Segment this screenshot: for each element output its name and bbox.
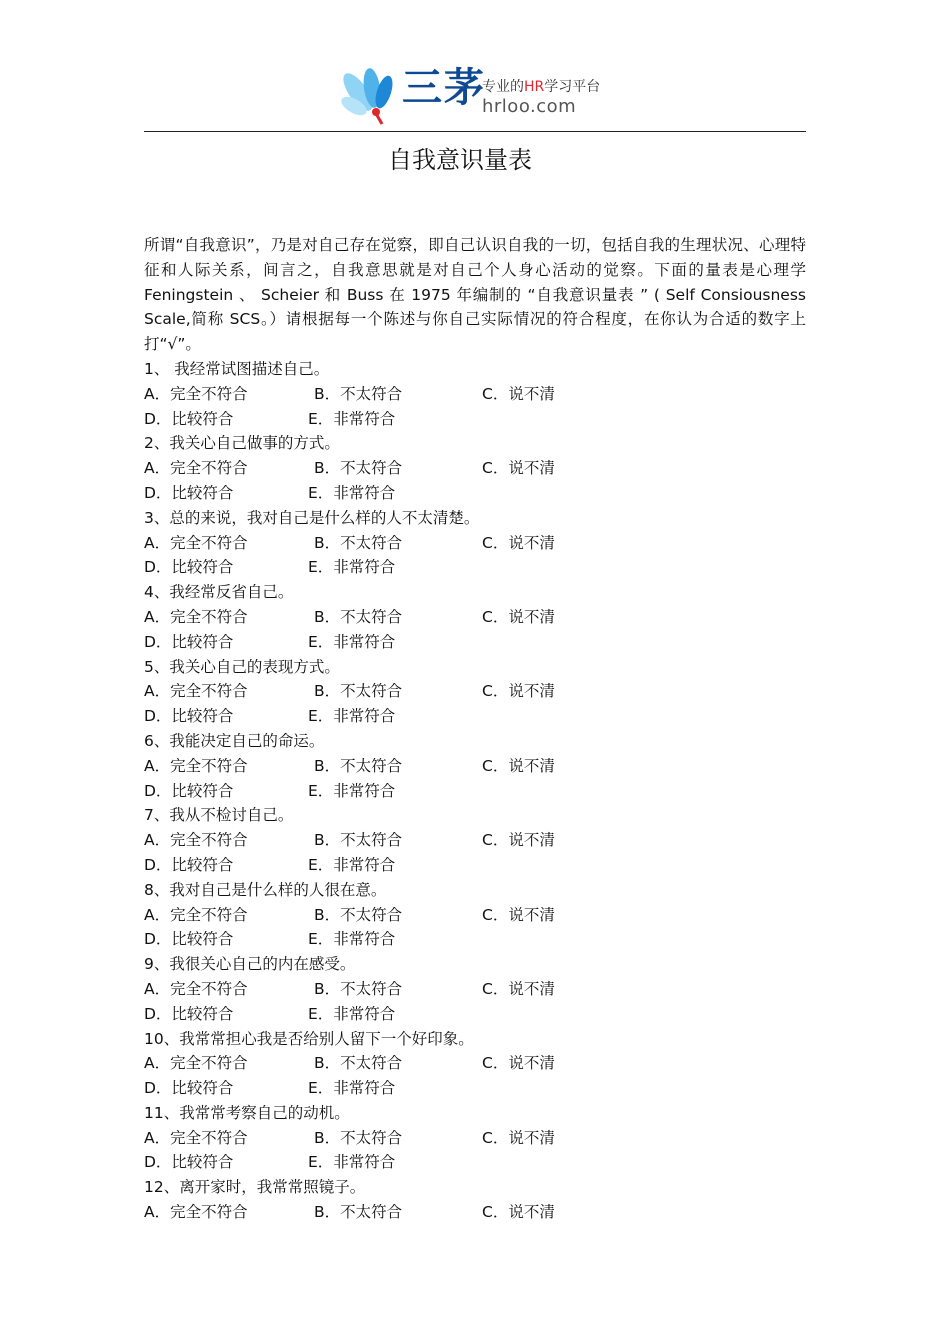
option-e[interactable]: E．非常符合: [308, 1004, 396, 1023]
tagline-prefix: 专业的: [482, 79, 524, 95]
question-item: [144, 803, 806, 877]
option-row: [144, 1051, 806, 1076]
question-text: 5、我关心自己的表现方式。: [144, 657, 340, 676]
question-item: [144, 952, 806, 1026]
option-a[interactable]: A．完全不符合: [144, 905, 248, 924]
tagline-hr: HR: [524, 79, 545, 95]
brand-name: 三茅: [402, 65, 486, 111]
option-a[interactable]: A．完全不符合: [144, 384, 248, 403]
questionnaire: [144, 233, 806, 1225]
option-c[interactable]: C．说不清: [482, 682, 555, 701]
question-item: [144, 1175, 806, 1225]
option-row: [144, 779, 806, 804]
option-b[interactable]: B．不太符合: [314, 384, 403, 403]
option-d[interactable]: D．比较符合: [144, 558, 234, 577]
option-c[interactable]: C．说不清: [482, 831, 555, 850]
option-row: [144, 630, 806, 655]
option-b[interactable]: B．不太符合: [314, 979, 403, 998]
option-row: [144, 1200, 806, 1225]
option-e[interactable]: E．非常符合: [308, 409, 396, 428]
option-b[interactable]: B．不太符合: [314, 607, 403, 626]
option-row: [144, 382, 806, 407]
option-c[interactable]: C．说不清: [482, 607, 555, 626]
option-e[interactable]: E．非常符合: [308, 930, 396, 949]
dragonfly-logo-icon: [338, 66, 402, 132]
option-b[interactable]: B．不太符合: [314, 1203, 403, 1222]
option-b[interactable]: B．不太符合: [314, 831, 403, 850]
option-d[interactable]: D．比较符合: [144, 930, 234, 949]
option-row: [144, 1150, 806, 1175]
option-c[interactable]: C．说不清: [482, 1128, 555, 1147]
question-item: [144, 431, 806, 505]
option-c[interactable]: C．说不清: [482, 756, 555, 775]
question-text: 3、总的来说，我对自己是什么样的人不太清楚。: [144, 508, 480, 527]
question-text: 9、我很关心自己的内在感受。: [144, 955, 356, 974]
question-item: [144, 580, 806, 654]
option-e[interactable]: E．非常符合: [308, 1079, 396, 1098]
option-row: [144, 853, 806, 878]
option-d[interactable]: D．比较符合: [144, 632, 234, 651]
tagline-suffix: 学习平台: [544, 79, 601, 95]
question-item: [144, 655, 806, 729]
question-text: 10、我常常担心我是否给别人留下一个好印象。: [144, 1029, 474, 1048]
option-row: [144, 1126, 806, 1151]
question-text: 12、离开家时，我常常照镜子。: [144, 1178, 366, 1197]
option-b[interactable]: B．不太符合: [314, 905, 403, 924]
question-text: 6、我能决定自己的命运。: [144, 731, 325, 750]
option-row: [144, 555, 806, 580]
option-b[interactable]: B．不太符合: [314, 682, 403, 701]
question-text: 1、 我经常试图描述自己。: [144, 359, 330, 378]
option-e[interactable]: E．非常符合: [308, 707, 396, 726]
option-row: [144, 977, 806, 1002]
option-row: [144, 531, 806, 556]
option-b[interactable]: B．不太符合: [314, 756, 403, 775]
option-c[interactable]: C．说不清: [482, 459, 555, 478]
option-d[interactable]: D．比较符合: [144, 855, 234, 874]
option-a[interactable]: A．完全不符合: [144, 1054, 248, 1073]
option-a[interactable]: A．完全不符合: [144, 459, 248, 478]
option-c[interactable]: C．说不清: [482, 384, 555, 403]
option-b[interactable]: B．不太符合: [314, 459, 403, 478]
brand-url: hrloo.com: [482, 96, 577, 117]
option-row: [144, 605, 806, 630]
option-d[interactable]: D．比较符合: [144, 1079, 234, 1098]
option-d[interactable]: D．比较符合: [144, 781, 234, 800]
option-a[interactable]: A．完全不符合: [144, 533, 248, 552]
option-a[interactable]: A．完全不符合: [144, 1128, 248, 1147]
question-text: 4、我经常反省自己。: [144, 583, 294, 602]
option-a[interactable]: A．完全不符合: [144, 979, 248, 998]
brand-tagline: [482, 78, 600, 96]
option-a[interactable]: A．完全不符合: [144, 1203, 248, 1222]
option-d[interactable]: D．比较符合: [144, 483, 234, 502]
question-item: [144, 1027, 806, 1101]
option-row: [144, 679, 806, 704]
option-row: [144, 481, 806, 506]
option-d[interactable]: D．比较符合: [144, 1004, 234, 1023]
page-title: 自我意识量表: [388, 146, 532, 174]
option-row: [144, 407, 806, 432]
option-d[interactable]: D．比较符合: [144, 1153, 234, 1172]
option-b[interactable]: B．不太符合: [314, 533, 403, 552]
option-e[interactable]: E．非常符合: [308, 1153, 396, 1172]
option-c[interactable]: C．说不清: [482, 979, 555, 998]
site-header: [338, 62, 638, 132]
question-text: 8、我对自己是什么样的人很在意。: [144, 880, 387, 899]
option-row: [144, 754, 806, 779]
option-row: [144, 456, 806, 481]
question-item: [144, 729, 806, 803]
option-a[interactable]: A．完全不符合: [144, 607, 248, 626]
option-row: [144, 828, 806, 853]
question-item: [144, 357, 806, 431]
option-row: [144, 1076, 806, 1101]
question-list: [144, 357, 806, 1225]
option-e[interactable]: E．非常符合: [308, 781, 396, 800]
header-divider: [144, 131, 806, 132]
option-c[interactable]: C．说不清: [482, 905, 555, 924]
intro-paragraph: 所谓“自我意识”，乃是对自己存在觉察，即自己认识自我的一切，包括自我的生理状况、心理特征和人际关系，间言之，自我意思就是对自己个人身心活动的觉察。下面的量表是心理学 Feningstein 、 Scheier 和 Buss 在 1975 年编制的 “自我意识量表 ” ( Self Consiousness Scale,简称 SCS。）请根据每一个陈述与你自己实际情况的符合程度，在你认为合适的数字上打“√”。: [144, 236, 806, 354]
question-item: [144, 1101, 806, 1175]
option-d[interactable]: D．比较符合: [144, 707, 234, 726]
option-b[interactable]: B．不太符合: [314, 1054, 403, 1073]
option-e[interactable]: E．非常符合: [308, 483, 396, 502]
option-b[interactable]: B．不太符合: [314, 1128, 403, 1147]
option-c[interactable]: C．说不清: [482, 1203, 555, 1222]
option-e[interactable]: E．非常符合: [308, 632, 396, 651]
option-row: [144, 1002, 806, 1027]
option-row: [144, 704, 806, 729]
question-item: [144, 506, 806, 580]
option-a[interactable]: A．完全不符合: [144, 682, 248, 701]
option-row: [144, 927, 806, 952]
option-c[interactable]: C．说不清: [482, 1054, 555, 1073]
option-a[interactable]: A．完全不符合: [144, 831, 248, 850]
option-d[interactable]: D．比较符合: [144, 409, 234, 428]
question-text: 11、我常常考察自己的动机。: [144, 1103, 350, 1122]
option-e[interactable]: E．非常符合: [308, 558, 396, 577]
question-text: 2、我关心自己做事的方式。: [144, 434, 340, 453]
option-a[interactable]: A．完全不符合: [144, 756, 248, 775]
option-e[interactable]: E．非常符合: [308, 855, 396, 874]
option-row: [144, 903, 806, 928]
question-text: 7、我从不检讨自己。: [144, 806, 294, 825]
question-item: [144, 878, 806, 952]
option-c[interactable]: C．说不清: [482, 533, 555, 552]
